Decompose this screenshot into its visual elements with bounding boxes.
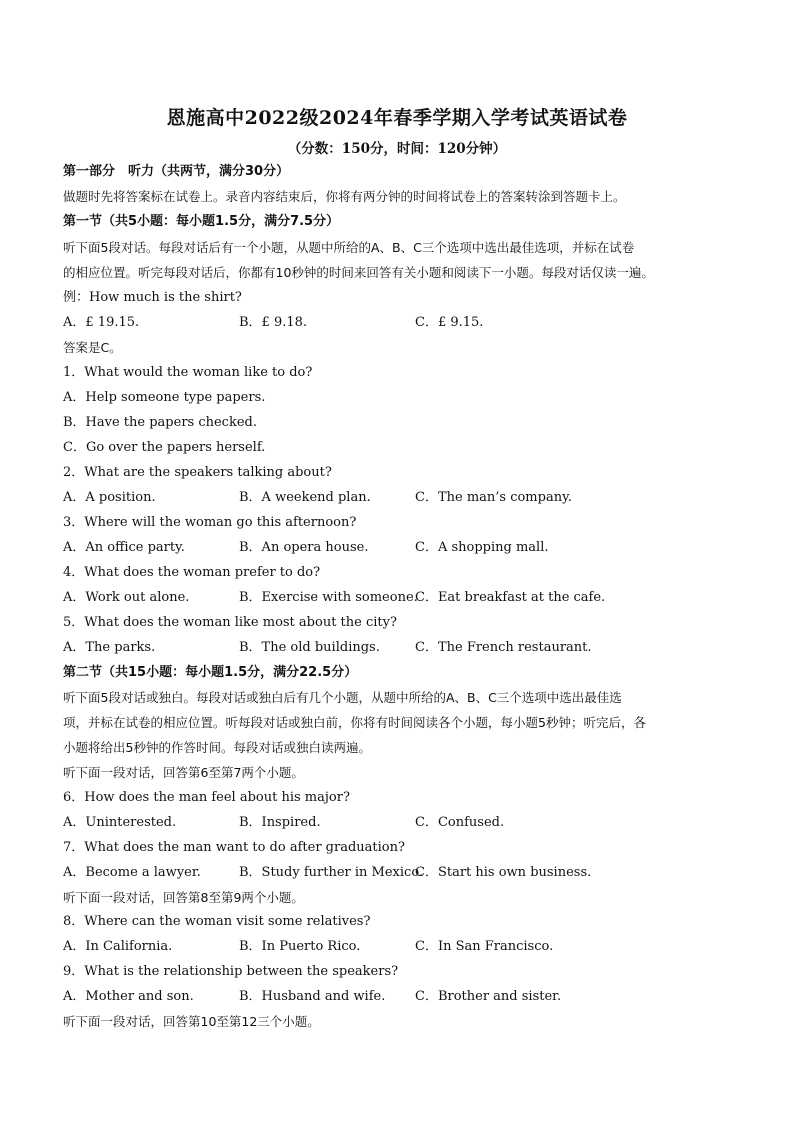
question-1-option-a: A．Help someone type papers. (63, 390, 266, 405)
question-8: 8．Where can the woman visit some relatives? (63, 914, 371, 929)
question-8-option-c: C．In San Francisco. (415, 939, 554, 954)
question-2-option-a: A．A position. (63, 490, 156, 505)
question-7-option-c: C．Start his own business. (415, 865, 592, 880)
question-9-option-c: C．Brother and sister. (415, 989, 562, 1004)
question-7-option-b: B．Study further in Mexico. (239, 865, 424, 880)
question-7-option-a: A．Become a lawyer. (63, 865, 201, 880)
section2-instructions-2: 项，并标在试卷的相应位置。听每段对话或独白前，你将有时间阅读各个小题，每小题5秒钟；听完后，各 (63, 715, 646, 730)
example-answer: 答案是C。 (63, 340, 122, 355)
section1-instructions-1: 听下面5段对话。每段对话后有一个小题，从题中所给的A、B、C三个选项中选出最佳选项，并标在试卷 (63, 240, 635, 255)
question-8-option-a: A．In California. (63, 939, 173, 954)
group-1-intro: 听下面一段对话，回答第6至第7两个小题。 (63, 765, 304, 780)
question-4-option-a: A．Work out alone. (63, 590, 190, 605)
question-3-option-a: A．An office party. (63, 540, 185, 555)
question-3-option-c: C．A shopping mall. (415, 540, 549, 555)
question-2-option-b: B．A weekend plan. (239, 490, 371, 505)
example-option-c: C．£ 9.15. (415, 315, 484, 330)
exam-title: 恩施高中2022级2024年春季学期入学考试英语试卷 (166, 107, 628, 129)
exam-subtitle: （分数：150分，时间：120分钟） (287, 141, 507, 157)
question-5-option-c: C．The French restaurant. (415, 640, 592, 655)
example-option-b: B．£ 9.18. (239, 315, 308, 330)
question-4: 4．What does the woman prefer to do? (63, 565, 321, 580)
question-5-option-b: B．The old buildings. (239, 640, 380, 655)
question-4-option-b: B．Exercise with someone. (239, 590, 418, 605)
part1-instructions: 做题时先将答案标在试卷上。录音内容结束后，你将有两分钟的时间将试卷上的答案转涂到答题卡上。 (63, 189, 626, 204)
question-6-option-c: C．Confused. (415, 815, 505, 830)
section2-heading: 第二节（共15小题：每小题1.5分，满分22.5分） (63, 665, 358, 680)
question-1: 1．What would the woman like to do? (63, 365, 313, 380)
question-1-option-c: C．Go over the papers herself. (63, 440, 266, 455)
question-6: 6．How does the man feel about his major? (63, 790, 350, 805)
question-3: 3．Where will the woman go this afternoon? (63, 515, 357, 530)
question-7: 7．What does the man want to do after graduation? (63, 840, 405, 855)
section1-heading: 第一节（共5小题：每小题1.5分，满分7.5分） (63, 214, 340, 229)
question-6-option-b: B．Inspired. (239, 815, 321, 830)
section1-instructions-2: 的相应位置。听完每段对话后，你都有10秒钟的时间来回答有关小题和阅读下一小题。每段对话仅读一遍。 (63, 265, 654, 280)
question-1-option-b: B．Have the papers checked. (63, 415, 257, 430)
section2-instructions-3: 小题将给出5秒钟的作答时间。每段对话或独白读两遍。 (63, 740, 371, 755)
question-5: 5．What does the woman like most about the city? (63, 615, 397, 630)
section2-instructions-1: 听下面5段对话或独白。每段对话或独白后有几个小题，从题中所给的A、B、C三个选项中选出最佳选 (63, 690, 622, 705)
group-2-intro: 听下面一段对话，回答第8至第9两个小题。 (63, 890, 304, 905)
question-8-option-b: B．In Puerto Rico. (239, 939, 361, 954)
group-3-intro: 听下面一段对话，回答第10至第12三个小题。 (63, 1014, 320, 1029)
example-option-a: A．£ 19.15. (63, 315, 140, 330)
question-3-option-b: B．An opera house. (239, 540, 369, 555)
question-9-option-b: B．Husband and wife. (239, 989, 386, 1004)
question-4-option-c: C．Eat breakfast at the cafe. (415, 590, 606, 605)
question-9: 9．What is the relationship between the speakers? (63, 964, 399, 979)
part1-heading: 第一部分 听力（共两节，满分30分） (63, 164, 290, 179)
question-5-option-a: A．The parks. (63, 640, 156, 655)
question-6-option-a: A．Uninterested. (63, 815, 177, 830)
question-2: 2．What are the speakers talking about? (63, 465, 332, 480)
question-2-option-c: C．The man’s company. (415, 490, 572, 505)
example-question: 例：How much is the shirt? (63, 290, 242, 305)
question-9-option-a: A．Mother and son. (63, 989, 194, 1004)
